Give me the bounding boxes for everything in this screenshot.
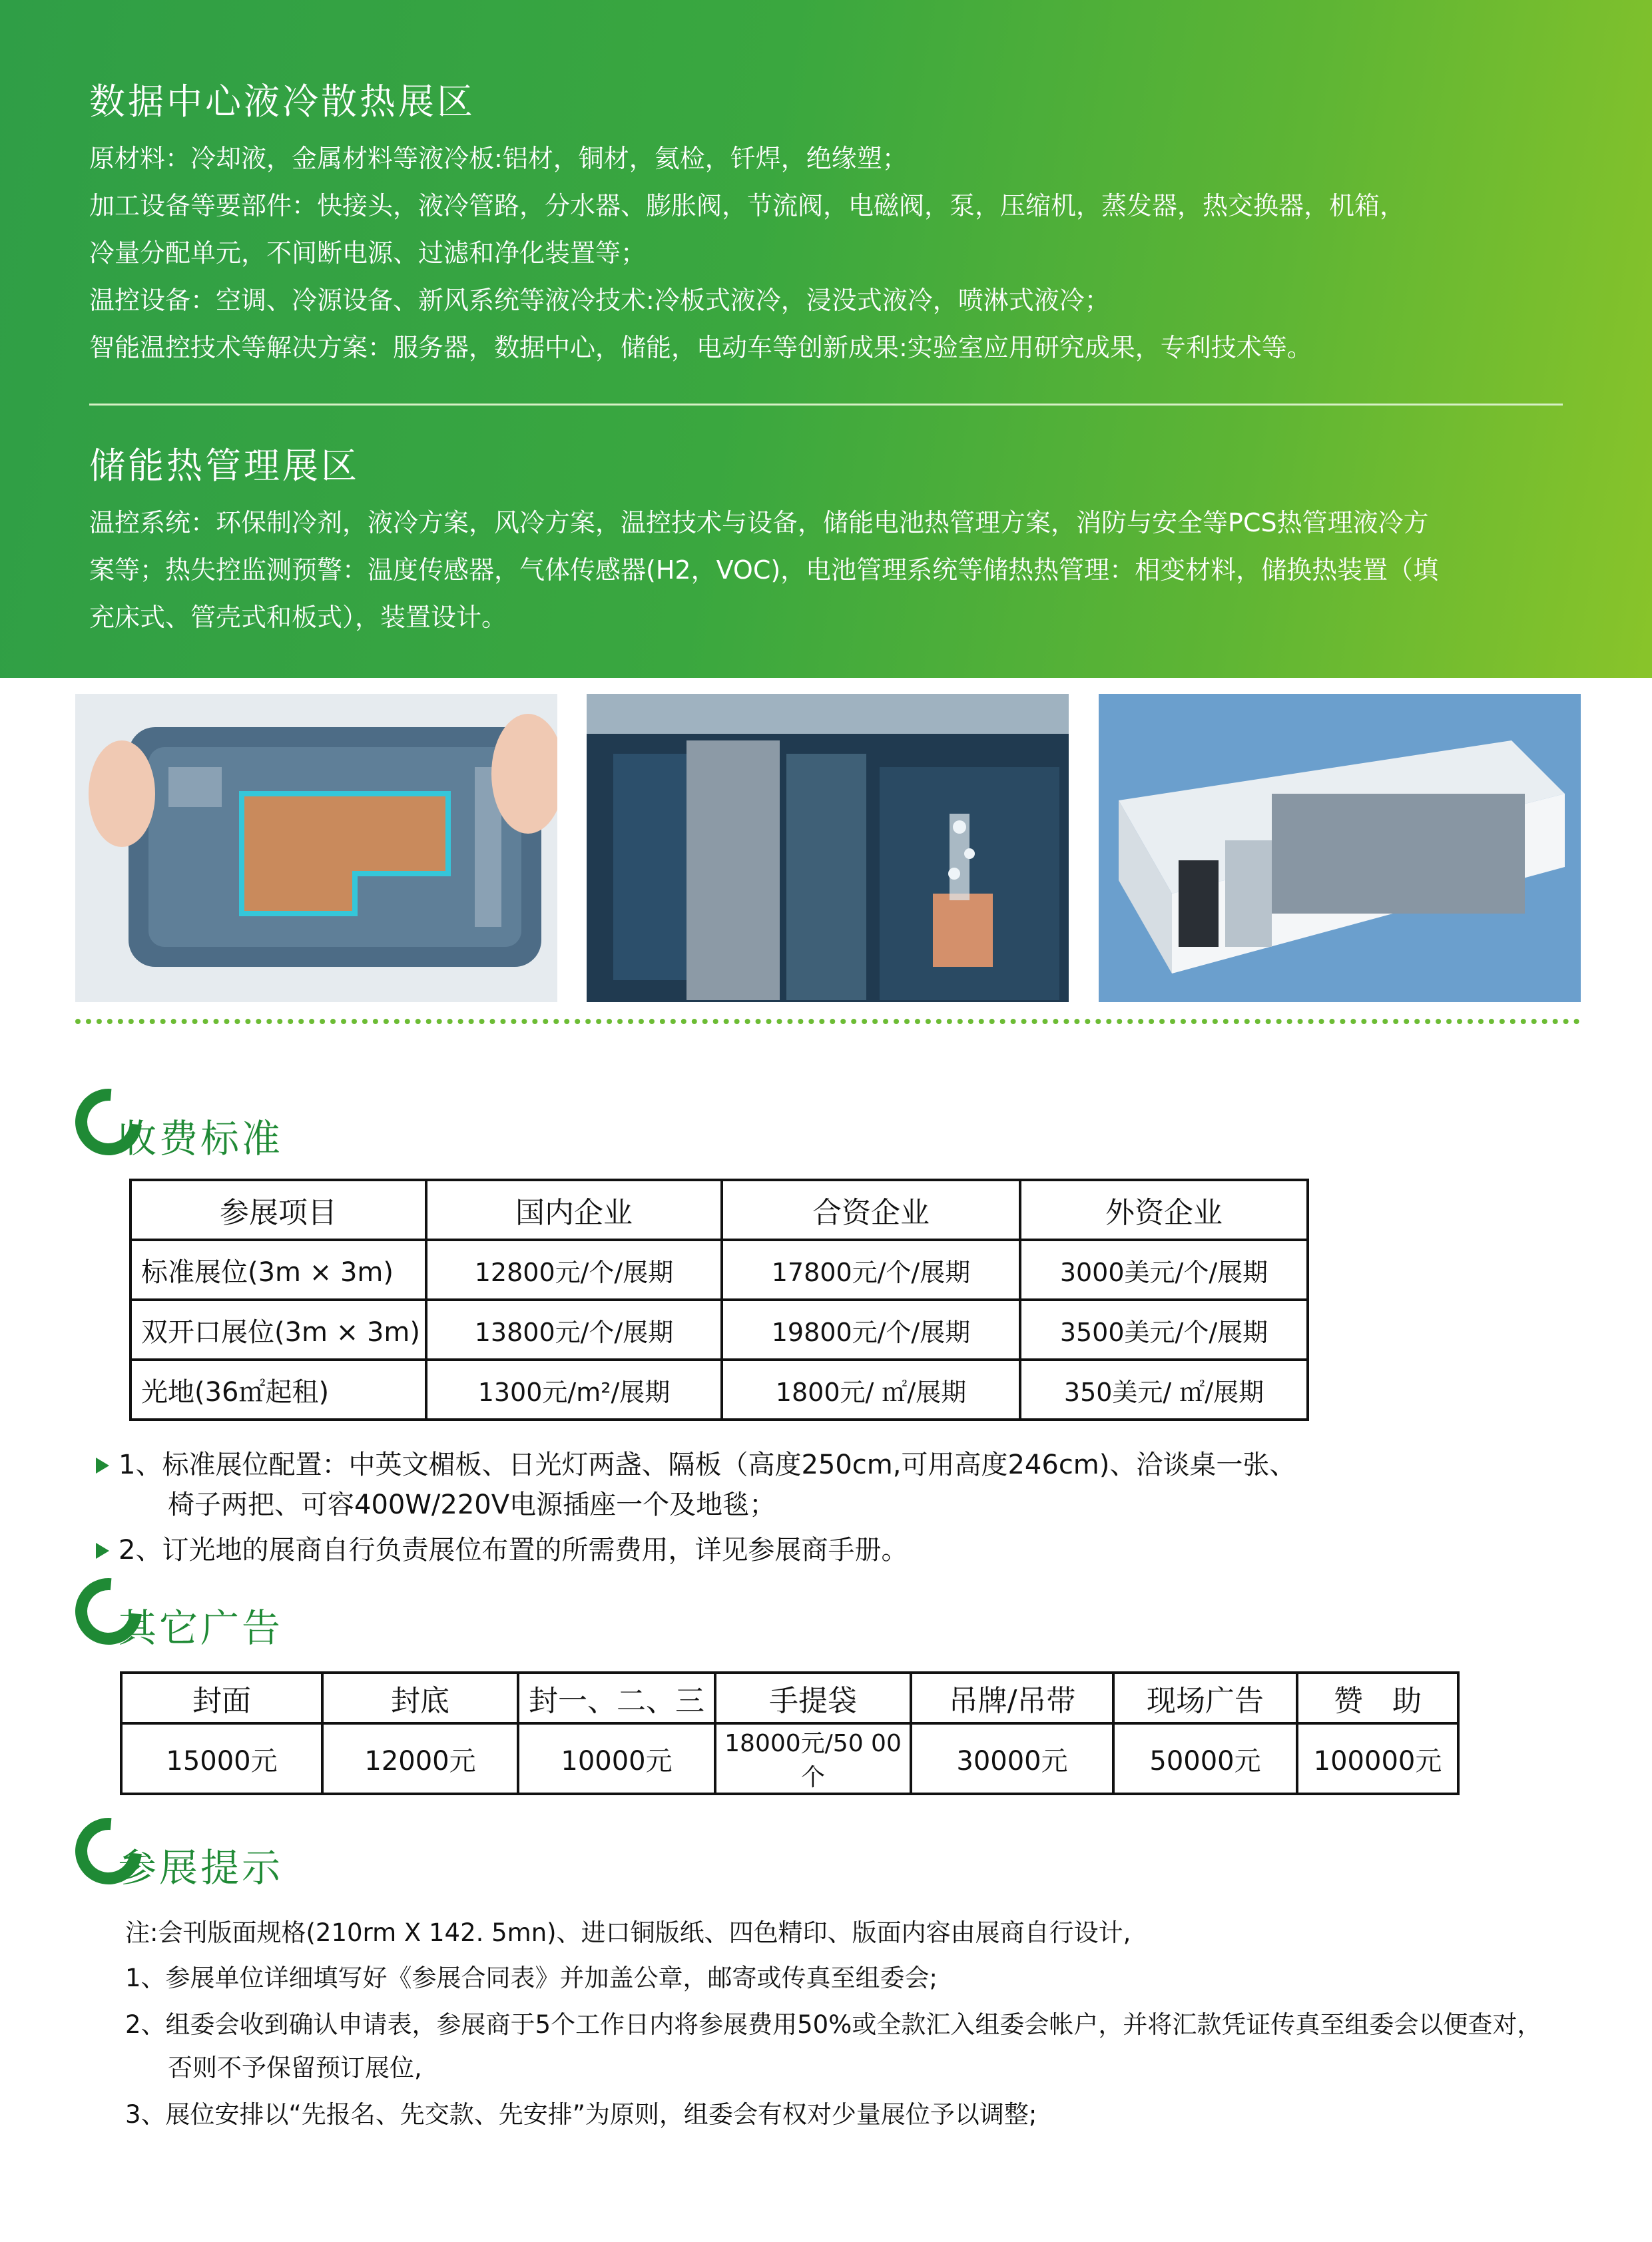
zone1-line: 智能温控技术等解决方案：服务器，数据中心，储能，电动车等创新成果:实验室应用研究成果，专利技术等。: [89, 333, 1312, 362]
container-storage-photo: [1099, 694, 1581, 1002]
ads-header-cell: 封底: [322, 1673, 518, 1723]
ads-header-cell: 赞 助: [1297, 1673, 1458, 1723]
ads-header: [75, 1578, 541, 1651]
fee-header-cell: 参展项目: [131, 1180, 426, 1240]
tips-line: 否则不予保留预订展位,: [168, 2054, 422, 2082]
fee-price: 13800元/个/展期: [426, 1300, 722, 1360]
zone1-line: 加工设备等要部件：快接头，液冷管路，分水器、膨胀阀，节流阀，电磁阀，泵，压缩机，蒸发器，热交换器，机箱，: [89, 191, 1406, 220]
fees-header: [75, 1089, 541, 1162]
dotted-divider: [75, 1019, 1580, 1024]
zone1-line: 原材料：冷却液，金属材料等液冷板:铝材，铜材，氦检，钎焊，绝缘塑；: [89, 144, 908, 173]
fee-price: 12800元/个/展期: [426, 1240, 722, 1300]
zone2-line: 案等；热失控监测预警：温度传感器，气体传感器(H2，VOC)，电池管理系统等储热热管理：相变材料，储换热装置（填: [89, 555, 1439, 585]
fee-item: 双开口展位(3m × 3m): [131, 1300, 426, 1360]
ads-price: 10000元: [518, 1723, 715, 1794]
ads-price: 15000元: [121, 1723, 322, 1794]
fee-item: 标准展位(3m × 3m): [131, 1240, 426, 1300]
zone1-title: 数据中心液冷散热展区: [89, 81, 475, 123]
fee-note-text: 2、订光地的展商自行负责展位布置的所需费用，详见参展商手册。: [119, 1535, 908, 1565]
ads-price: 100000元: [1297, 1723, 1458, 1794]
zone1-line: 温控设备：空调、冷源设备、新风系统等液冷技术:冷板式液冷，浸没式液冷，喷淋式液冷；: [89, 286, 1110, 315]
fee-note-text: 1、标准展位配置：中英文楣板、日光灯两盏、隔板（高度250cm,可用高度246cm)、洽谈桌一张、: [119, 1450, 1296, 1480]
ads-header-row: [121, 1673, 1458, 1723]
zone1-line: 冷量分配单元，不间断电源、过滤和净化装置等；: [89, 238, 647, 268]
fee-price: 1300元/m²/展期: [426, 1360, 722, 1420]
fee-price: 19800元/个/展期: [722, 1300, 1020, 1360]
ads-price: 12000元: [322, 1723, 518, 1794]
fee-price: 1800元/ ㎡/展期: [722, 1360, 1020, 1420]
ads-price: 18000元/50 00个: [715, 1723, 911, 1794]
ads-price-row: [121, 1723, 1458, 1794]
tips-header: [75, 1818, 541, 1891]
immersion-cooling-photo: [587, 694, 1069, 1002]
zone2-title: 储能热管理展区: [89, 445, 360, 487]
fee-price: 3000美元/个/展期: [1020, 1240, 1308, 1300]
ads-header-cell: 封面: [121, 1673, 322, 1723]
tips-title: 参展提示: [118, 1845, 284, 1890]
fee-row: [131, 1240, 1308, 1300]
zone2-text: [89, 499, 1567, 641]
fees-title: 收费标准: [118, 1116, 284, 1161]
tips-line: 注:会刊版面规格(210rm X 142. 5mn)、进口铜版纸、四色精印、版面内容由展商自行设计,: [125, 1918, 1131, 1947]
ads-price: 30000元: [911, 1723, 1113, 1794]
ads-header-cell: 手提袋: [715, 1673, 911, 1723]
fee-header-row: [131, 1180, 1308, 1240]
fee-row: [131, 1300, 1308, 1360]
tips-line: 1、参展单位详细填写好《参展合同表》并加盖公章，邮寄或传真至组委会;: [125, 1964, 938, 1992]
tips-line: 3、展位安排以“先报名、先交款、先安排”为原则，组委会有权对少量展位予以调整;: [125, 2100, 1037, 2129]
ads-title: 其它广告: [118, 1605, 284, 1651]
ads-header-cell: 现场广告: [1113, 1673, 1297, 1723]
fee-note-1: [96, 1444, 1296, 1482]
zone1-text: [89, 135, 1567, 372]
section-divider: [89, 404, 1563, 406]
fee-price: 3500美元/个/展期: [1020, 1300, 1308, 1360]
fee-row: [131, 1360, 1308, 1420]
zone2-line: 充床式、管壳式和板式），装置设计。: [89, 603, 507, 632]
fee-note-2: [96, 1529, 908, 1567]
fee-price: 350美元/ ㎡/展期: [1020, 1360, 1308, 1420]
fee-table: [129, 1179, 1309, 1421]
phone-cooling-photo: [75, 694, 557, 1002]
fee-header-cell: 外资企业: [1020, 1180, 1308, 1240]
ads-price: 50000元: [1113, 1723, 1297, 1794]
fee-note-1-cont: 椅子两把、可容400W/220V电源插座一个及地毯；: [168, 1490, 776, 1520]
fee-price: 17800元/个/展期: [722, 1240, 1020, 1300]
ads-header-cell: 封一、二、三: [518, 1673, 715, 1723]
triangle-bullet-icon: [96, 1458, 109, 1474]
ads-table: [120, 1671, 1460, 1795]
triangle-bullet-icon: [96, 1543, 109, 1559]
fee-header-cell: 国内企业: [426, 1180, 722, 1240]
ads-header-cell: 吊牌/吊带: [911, 1673, 1113, 1723]
tips-line: 2、组委会收到确认申请表，参展商于5个工作日内将参展费用50%或全款汇入组委会帐户，并将汇款凭证传真至组委会以便查对，: [125, 2010, 1542, 2039]
zone2-line: 温控系统：环保制冷剂，液冷方案，风冷方案，温控技术与设备，储能电池热管理方案，消防与安全等PCS热管理液冷方: [89, 508, 1429, 537]
fee-header-cell: 合资企业: [722, 1180, 1020, 1240]
fee-item: 光地(36㎡起租): [131, 1360, 426, 1420]
